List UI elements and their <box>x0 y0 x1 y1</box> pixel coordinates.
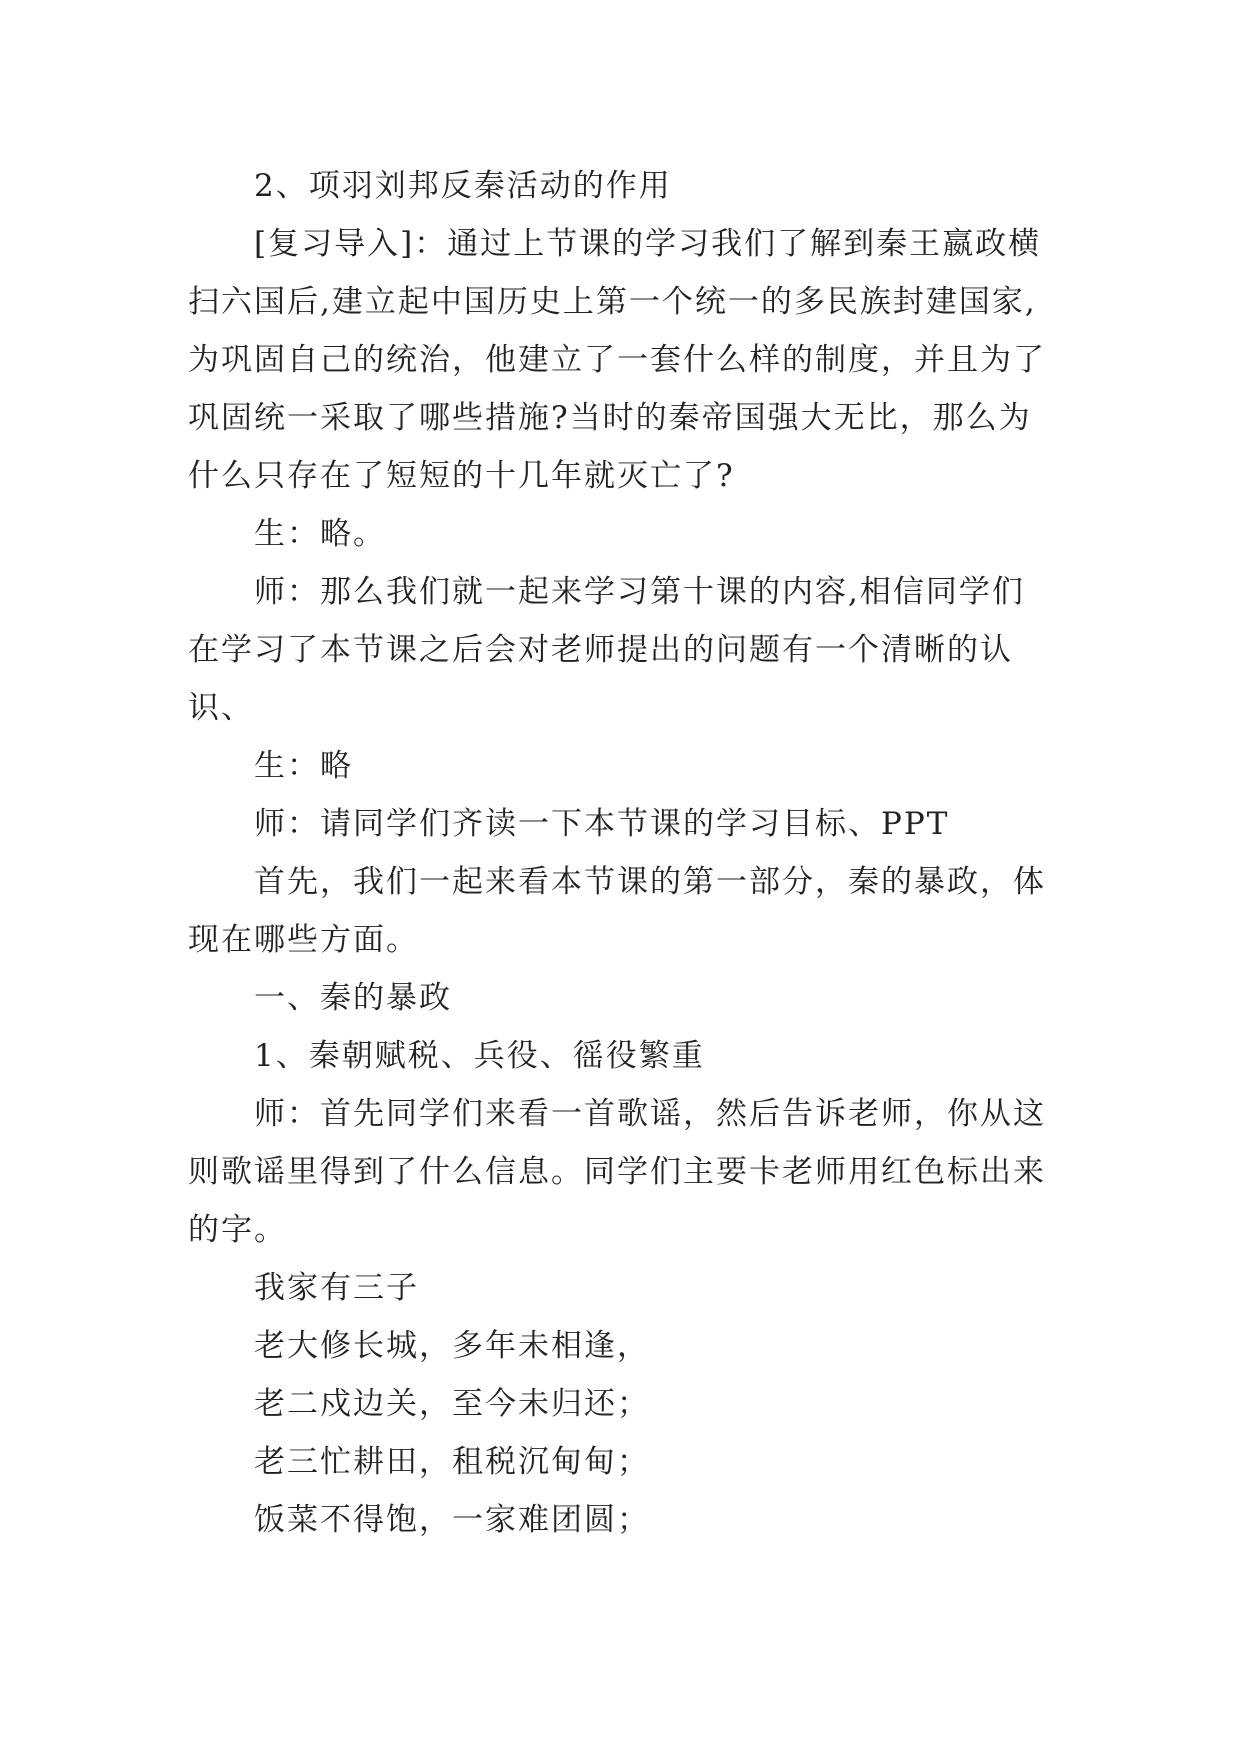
text-line: 生：略 <box>254 748 353 784</box>
paragraph-teacher-intro <box>188 563 1088 737</box>
text-line: 师：那么我们就一起来学习第十课的内容,相信同学们 <box>254 574 1025 610</box>
text-line: 识、 <box>188 690 254 726</box>
text-line: 的字。 <box>188 1212 287 1248</box>
paragraph-student-reply-2 <box>188 737 1088 795</box>
ballad-line-2 <box>188 1317 1088 1375</box>
text-line: 什么只存在了短短的十几年就灭亡了? <box>188 458 735 494</box>
text-line: 则歌谣里得到了什么信息。同学们主要卡老师用红色标出来 <box>188 1154 1046 1190</box>
text-line: 在学习了本节课之后会对老师提出的问题有一个清晰的认 <box>188 632 1013 668</box>
text-line: 为巩固自己的统治，他建立了一套什么样的制度，并且为了 <box>188 342 1046 378</box>
text-line: 师：请同学们齐读一下本节课的学习目标、PPT <box>254 806 950 842</box>
text-line: 老大修长城，多年未相逢， <box>254 1328 650 1364</box>
paragraph-teacher-ballad <box>188 1085 1088 1259</box>
ballad-line-5 <box>188 1491 1088 1549</box>
document-body <box>188 157 1088 1549</box>
text-line: 饭菜不得饱，一家难团圆； <box>254 1502 650 1538</box>
paragraph-first-part <box>188 853 1088 969</box>
text-line: 首先，我们一起来看本节课的第一部分，秦的暴政，体 <box>254 864 1046 900</box>
ballad-line-1 <box>188 1259 1088 1317</box>
section-heading-tyranny <box>188 969 1088 1027</box>
text-line: [复习导入]：通过上节课的学习我们了解到秦王嬴政横 <box>254 226 1042 262</box>
ballad-line-3 <box>188 1375 1088 1433</box>
text-line: 1、秦朝赋税、兵役、徭役繁重 <box>254 1038 705 1074</box>
paragraph-subheading-2 <box>188 157 1088 215</box>
paragraph-teacher-objectives <box>188 795 1088 853</box>
text-line: 扫六国后,建立起中国历史上第一个统一的多民族封建国家, <box>188 284 1037 320</box>
paragraph-student-reply-1 <box>188 505 1088 563</box>
text-line: 老二戍边关，至今未归还； <box>254 1386 650 1422</box>
text-line: 现在哪些方面。 <box>188 922 419 958</box>
text-line: 生：略。 <box>254 516 386 552</box>
text-line: 师：首先同学们来看一首歌谣，然后告诉老师，你从这 <box>254 1096 1046 1132</box>
paragraph-review-intro <box>188 215 1088 505</box>
text-line: 巩固统一采取了哪些措施?当时的秦帝国强大无比，那么为 <box>188 400 1032 436</box>
text-line: 老三忙耕田，租税沉甸甸； <box>254 1444 650 1480</box>
text-line: 一、秦的暴政 <box>254 980 452 1016</box>
subheading-taxes <box>188 1027 1088 1085</box>
text-line: 2、项羽刘邦反秦活动的作用 <box>254 168 672 204</box>
text-line: 我家有三子 <box>254 1270 419 1306</box>
ballad-line-4 <box>188 1433 1088 1491</box>
